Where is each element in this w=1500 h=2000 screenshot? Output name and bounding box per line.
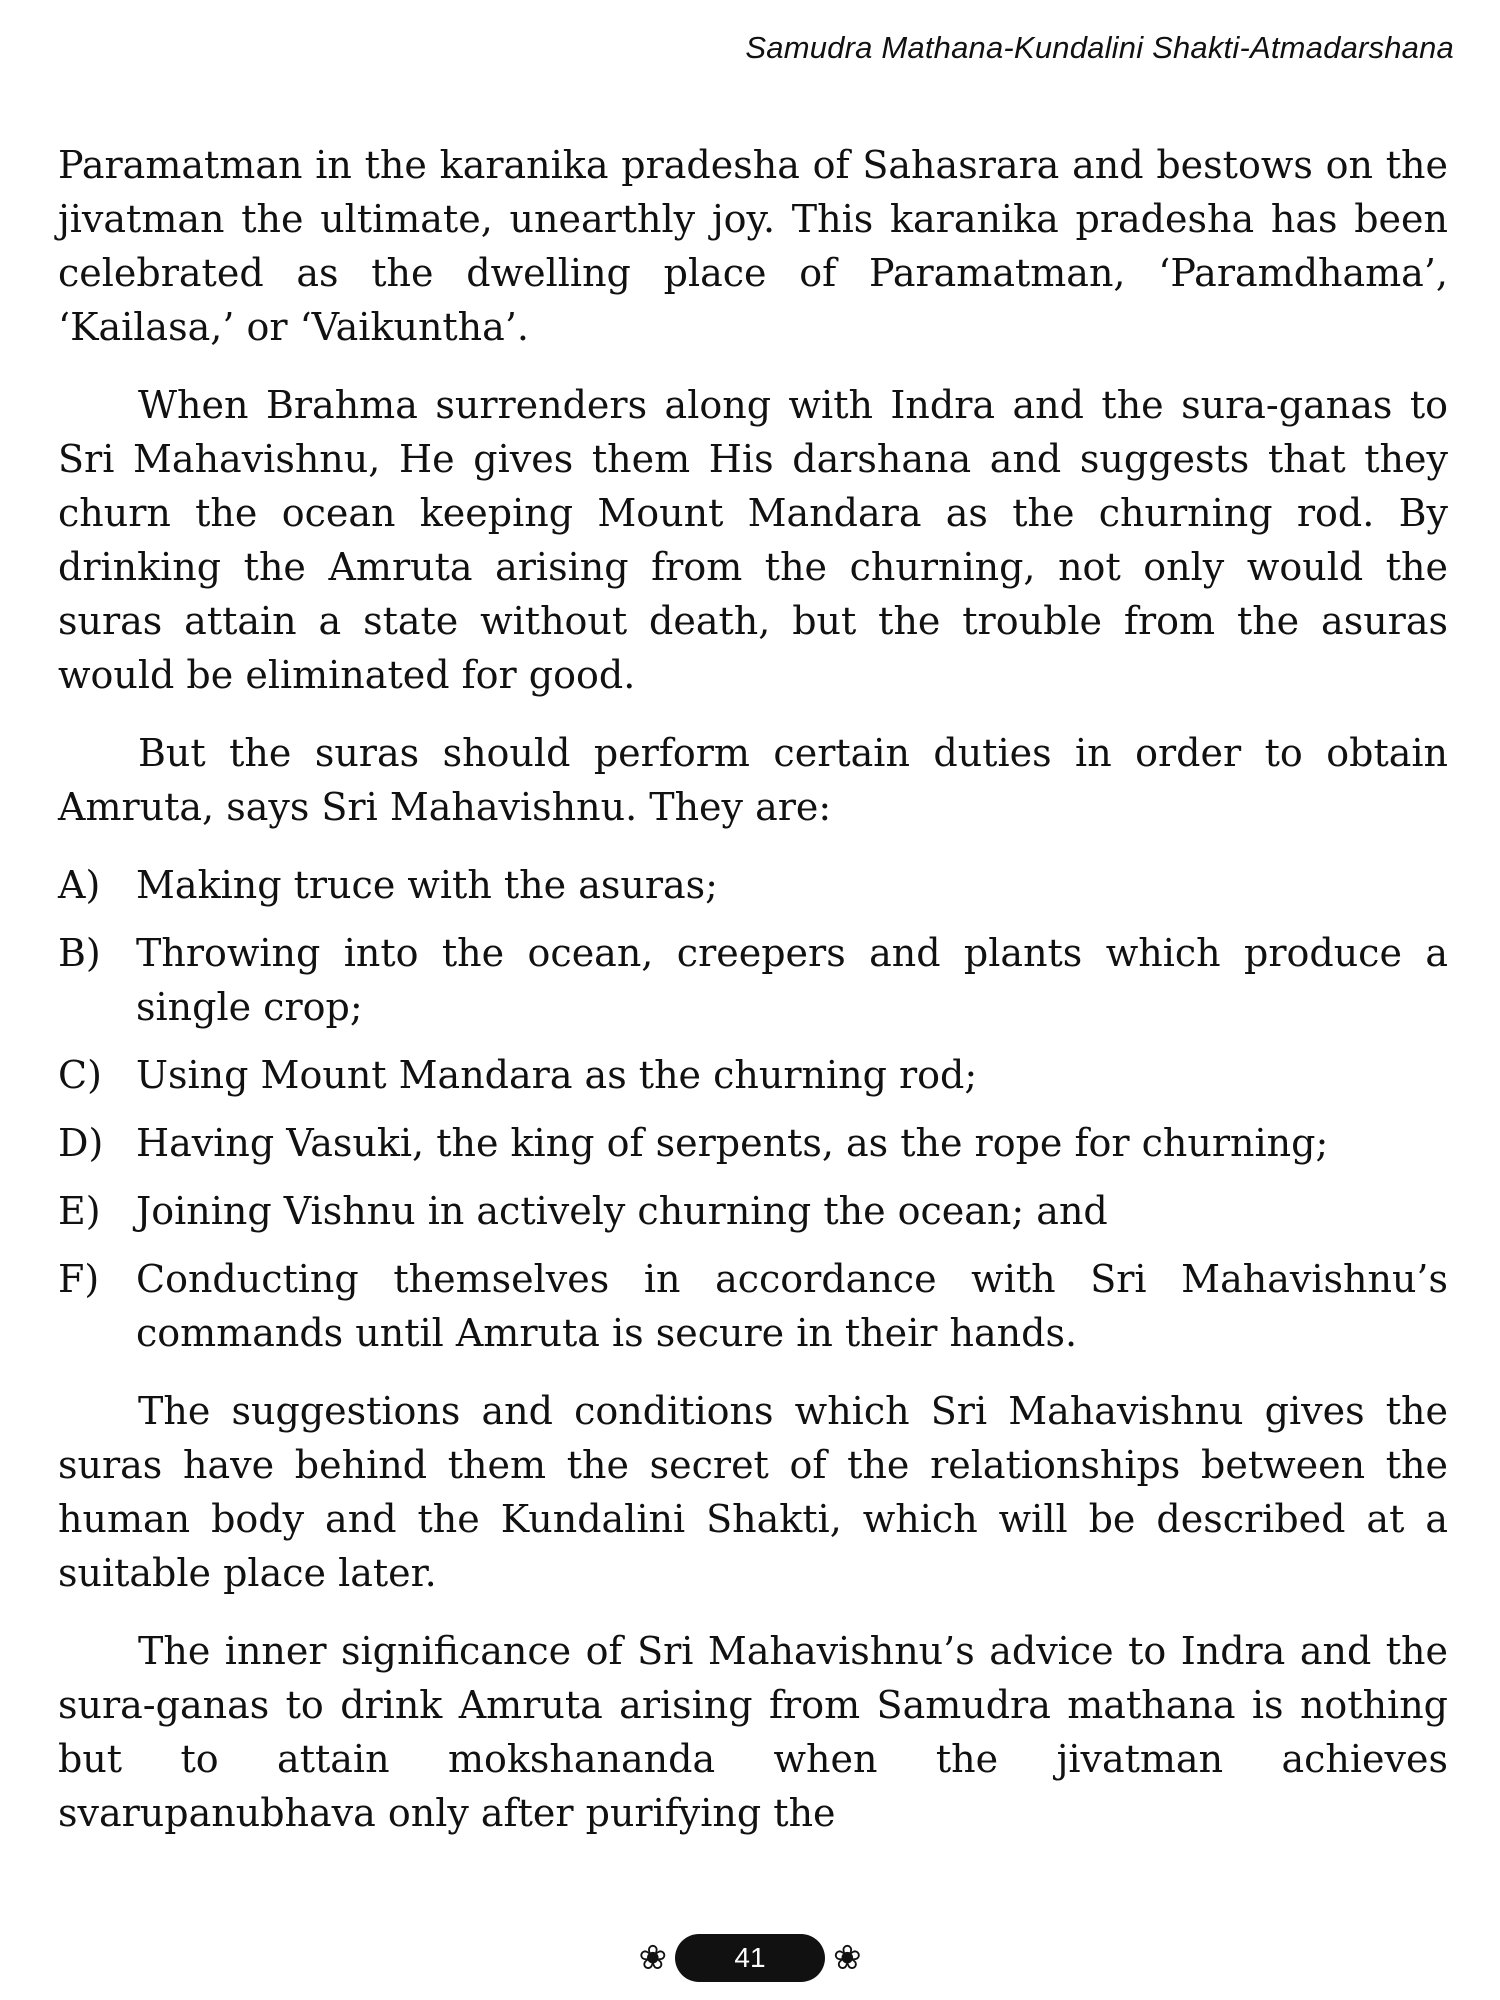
flower-ornament-icon: ❀: [833, 1938, 862, 1978]
running-header: Samudra Mathana-Kundalini Shakti-Atmadarshana: [745, 30, 1454, 65]
page-body: [58, 138, 1448, 1864]
list-item: [58, 1116, 1448, 1170]
page-footer: [0, 1934, 1500, 1982]
paragraph-2: When Brahma surrenders along with Indra and the sura-ganas to Sri Mahavishnu, He gives them His darshana and suggests that they churn the ocean keeping Mount Mandara as the churning rod. By drinking the Amruta arising from the churning, not only would the suras attain a state without death, but the trouble from the asuras would be eliminated for good.: [58, 383, 1448, 697]
list-text: Having Vasuki, the king of serpents, as the rope for churning;: [136, 1121, 1329, 1165]
list-item: [58, 1252, 1448, 1360]
list-marker: D): [58, 1121, 104, 1165]
list-item: [58, 1048, 1448, 1102]
list-text: Making truce with the asuras;: [136, 863, 718, 907]
list-marker: C): [58, 1053, 102, 1097]
paragraph-5: The inner significance of Sri Mahavishnu’s advice to Indra and the sura-ganas to drink Amruta arising from Samudra mathana is nothing but to attain mokshananda when the jivatman achieves svarupanubhava only after purifying the: [58, 1629, 1448, 1835]
paragraph-1: Paramatman in the karanika pradesha of Sahasrara and bestows on the jivatman the ultimate, unearthly joy. This karanika pradesha has been celebrated as the dwelling place of Paramatman, ‘Paramdhama’, ‘Kailasa,’ or ‘Vaikuntha’.: [58, 143, 1448, 349]
duties-list: [58, 858, 1448, 1360]
list-marker: A): [58, 863, 101, 907]
paragraph-4: The suggestions and conditions which Sri Mahavishnu gives the suras have behind them the secret of the relationships between the human body and the Kundalini Shakti, which will be described at a suitable place later.: [58, 1389, 1448, 1595]
list-item: [58, 926, 1448, 1034]
page-number: 41: [675, 1934, 825, 1982]
list-item: [58, 1184, 1448, 1238]
list-text: Joining Vishnu in actively churning the ocean; and: [136, 1189, 1108, 1233]
list-marker: E): [58, 1189, 101, 1233]
list-marker: F): [58, 1257, 100, 1301]
list-text: Throwing into the ocean, creepers and plants which produce a single crop;: [136, 931, 1448, 1029]
list-marker: B): [58, 931, 101, 975]
paragraph-3: But the suras should perform certain duties in order to obtain Amruta, says Sri Mahavishnu. They are:: [58, 731, 1448, 829]
list-text: Using Mount Mandara as the churning rod;: [136, 1053, 978, 1097]
list-item: [58, 858, 1448, 912]
flower-ornament-icon: ❀: [638, 1938, 667, 1978]
list-text: Conducting themselves in accordance with Sri Mahavishnu’s commands until Amruta is secure in their hands.: [136, 1257, 1448, 1355]
